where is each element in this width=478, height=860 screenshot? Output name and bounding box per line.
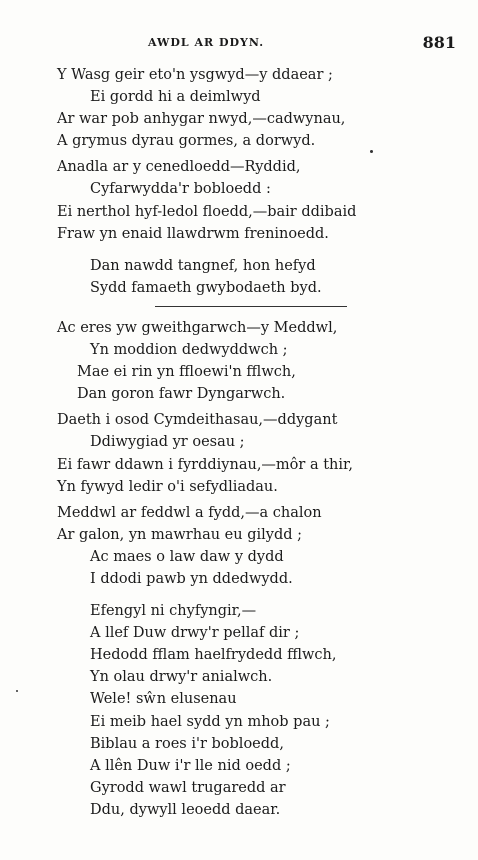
ink-speck xyxy=(16,690,18,692)
poem-line: Ac eres yw gweithgarwch—y Meddwl, xyxy=(57,319,338,336)
poem xyxy=(0,64,478,821)
stanza xyxy=(0,255,478,299)
stanza xyxy=(0,64,478,152)
poem-line: Yn olau drwy'r anialwch. xyxy=(90,669,273,686)
section-divider xyxy=(0,299,478,313)
stanza xyxy=(0,600,478,821)
poem-line: Ar war pob anhygar nwyd,—cadwynau, xyxy=(57,111,346,128)
running-head xyxy=(0,33,478,52)
running-title: AWDL AR DDYN. xyxy=(148,36,265,49)
stanza xyxy=(0,409,478,497)
stanza xyxy=(0,156,478,244)
poem-line: Daeth i osod Cymdeithasau,—ddygant xyxy=(57,412,338,429)
poem-line: Ei gordd hi a deimlwyd xyxy=(90,89,261,106)
poem-line: Efengyl ni chyfyngir,— xyxy=(90,603,257,620)
poem-line: Ddiwygiad yr oesau ; xyxy=(90,434,245,451)
poem-line: Ddu, dywyll leoedd daear. xyxy=(90,801,281,818)
ink-speck xyxy=(370,150,373,153)
poem-line: Anadla ar y cenedloedd—Ryddid, xyxy=(57,159,301,176)
poem-line: Y Wasg geir eto'n ysgwyd—y ddaear ; xyxy=(57,67,333,83)
poem-line: A llef Duw drwy'r pellaf dir ; xyxy=(90,625,300,642)
poem-line: Mae ei rin yn ffloewi'n fflwch, xyxy=(77,364,296,381)
poem-line: Dan goron fawr Dyngarwch. xyxy=(77,386,286,403)
poem-line: Fraw yn enaid llawdrwm freninoedd. xyxy=(57,225,329,242)
poem-line: A grymus dyrau gormes, a dorwyd. xyxy=(57,133,316,150)
poem-line: Biblau a roes i'r bobloedd, xyxy=(90,735,284,752)
page-number: 881 xyxy=(422,33,456,52)
poem-line: Wele! sŵn elusenau xyxy=(90,691,237,708)
poem-line: I ddodi pawb yn ddedwydd. xyxy=(90,570,293,587)
poem-line: Ei fawr ddawn i fyrddiynau,—môr a thir, xyxy=(57,456,353,473)
stanza xyxy=(0,502,478,590)
poem-line: Ac maes o law daw y dydd xyxy=(90,548,284,565)
poem-line: Ei nerthol hyf-ledol floedd,—bair ddibaid xyxy=(57,203,357,220)
poem-line: Yn fywyd ledir o'i sefydliadau. xyxy=(57,478,278,495)
poem-line: Meddwl ar feddwl a fydd,—a chalon xyxy=(57,504,322,521)
poem-line: Yn moddion dedwyddwch ; xyxy=(90,342,288,359)
stanza xyxy=(0,317,478,405)
poem-line: Ar galon, yn mawrhau eu gilydd ; xyxy=(57,526,303,543)
poem-line: Hedodd fflam haelfrydedd fflwch, xyxy=(90,647,337,664)
poem-line: Ei meib hael sydd yn mhob pau ; xyxy=(90,713,330,730)
poem-line: Sydd famaeth gwybodaeth byd. xyxy=(90,279,322,296)
poem-line: Cyfarwydda'r bobloedd : xyxy=(90,181,271,198)
poem-line: Dan nawdd tangnef, hon hefyd xyxy=(90,257,316,274)
poem-line: A llên Duw i'r lle nid oedd ; xyxy=(90,757,291,774)
poem-line: Gyrodd wawl trugaredd ar xyxy=(90,779,286,796)
